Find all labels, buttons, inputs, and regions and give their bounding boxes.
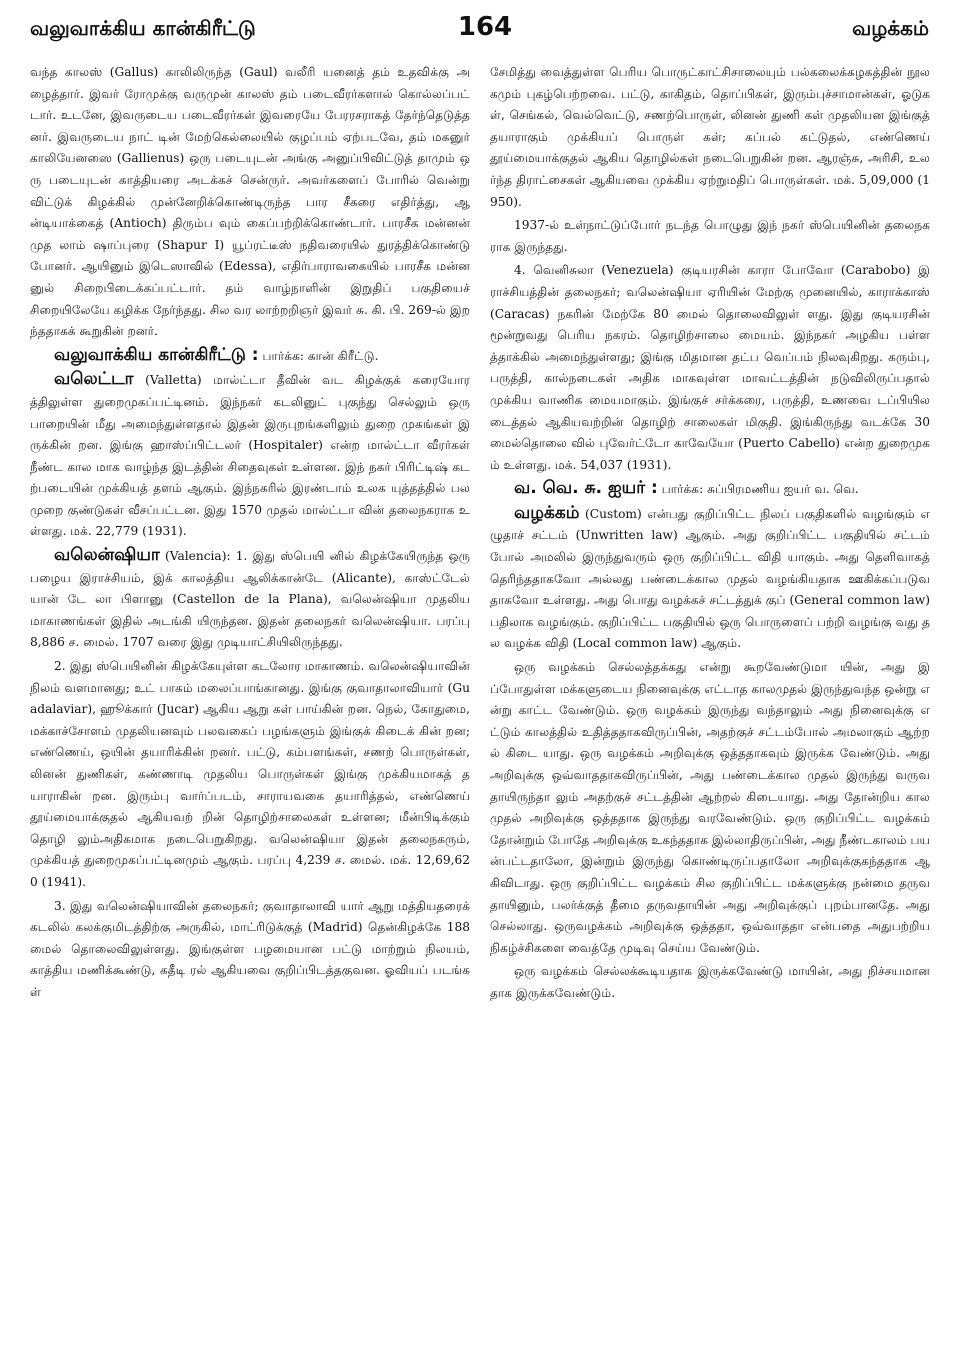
paragraph-civil-war: 1937-ல் உள்நாட்டுப்போர் நடந்த பொழுது இந் நகர் ஸ்பெயினின் தலைநகராக இருந்தது. xyxy=(490,218,930,254)
entry-heading: வலெட்டா xyxy=(54,369,134,390)
entry-valletta: வலெட்டா (Valletta) மால்ட்டா தீவின் வட கிழக்குக் கரையோரத்திலுள்ள துறைமுகப்பட்டினம். இந்நகர் கடலினுட் புகுந்து செல்லும் ஒரு பாறையின் மீது அமைந்துள்ளதால் இதன் இருபுறங்களிலும் துறை முகங்கள் இருக்கின் றன. இங்கு ஹாஸ்ப்பிட்டலர் (Hospitaler) என்ற மால்ட்டா வீரர்கள் நீண்ட கால மாக வாழ்ந்த இடத்தின் சிதைவுகள் உள்ளன. இந் நகர் பிரிட்டிஷ் கடற்படையின் முக்கியத் தளம் ஆகும். இந்நகரில் இரண்டாம் உலக யுத்தத்தில் பலமுறை குண்டுகள் வீசப்பட்டன. இது 1570 முதல் மால்ட்டா வின் தலைநகராக உள்ளது. மக். 22,779 (1931). xyxy=(30,369,470,539)
paragraph-valencia-city: 3. இது வலென்ஷியாவின் தலைநகர்; குவாதாலாவி யார் ஆறு மத்தியதரைக் கடலில் கலக்குமிடத்திற்கு அருகில், மாட்ரிடுக்குத் (Madrid) தென்கிழக்கே 188 மைல் தொலைவிலுள்ளது. இங்குள்ள பழமையான பட்டு மாற்றும் நிலயம், காத்திய மணிக்கூண்டு, கதீடி ரல் ஆகியவை குறிப்பிடத்தகுவன. ஓவியப் படங்கள் xyxy=(30,898,470,999)
paragraph-valencia-province: 2. இது ஸ்பெயினின் கிழக்கேயுள்ள கடலோர மாகாணம். வலென்ஷியாவின் நிலம் வளமானது; உட் பாகம் மலைப்பாங்கானது. இங்கு குவாதாலாவியார் (Guadalaviar), ஹூக்கார் (Jucar) ஆகிய ஆறு கள் பாய்கின் றன. நெல், கோதுமை, மக்காச்சோளம் முதலியனவும் பலவகைப் பழங்களும் இங்குக் கிடைக் கின் றன; எண்ணெய், ஒயின் தயாரிக்கின் றனர். பட்டு, கம்பளங்கள், சணற் பொருள்கள், லினன் துணிகள், கண்ணாடி முதலிய பொருள்கள் இங்கு முக்கியமாகத் தயாராகின் றன. இரும்பு வார்ப்படம், சாராயவகை தயாரித்தல், எண்ணெய் தூய்மையாக்குதல் ஆகியவற் றின் தொழிற்சாலைகள் உள்ளன; மீன்பிடிக்கும் தொழி லும்அதிகமாக நடைபெறுகிறது. வலென்ஷியா இதன் தலைநகரும், முக்கியத் துறைமுகப்பட்டினமும் ஆகும். பரப்பு 4,239 ச. மைல். மக். 12,69,620 (1941). xyxy=(30,659,470,889)
entry-heading: வழக்கம் xyxy=(514,502,580,523)
right-column xyxy=(490,62,930,1352)
entry-reinforced-concrete: வலுவாக்கிய கான்கிரீட்டு : பார்க்க: கான் கிரீட்டு. xyxy=(54,344,379,365)
paragraph-custom-certainty: ஒரு வழக்கம் செல்லக்கூடியதாக இருக்கவேண்டு மாயின், அது நிச்சயமானதாக இருக்கவேண்டும். xyxy=(490,964,930,1000)
entry-valencia: வலென்ஷியா (Valencia): 1. இது ஸ்பெயி னில் கிழக்கேயிருந்த ஒரு பழைய இராச்சியம், இக் காலத்திய ஆலிக்கான்டே (Alicante), காஸ்ட்டேல் யான் டே லா பிளானு (Castellon de la Plana), வலென்ஷியா முதலிய மாகாணங்கள் இதில் அடங்கி யிருந்தன. இதன் தலைநகர் வலென்ஷியா. பரப்பு 8,886 ச. மைல். 1707 வரை இது முடியாட்சியிலிருந்தது. xyxy=(30,545,470,650)
running-head-left: வலுவாக்கிய கான்கிரீட்டு xyxy=(30,16,256,40)
entry-heading: வலென்ஷியா xyxy=(54,545,160,566)
left-column xyxy=(30,62,470,1352)
entry-vvs-iyer: வ. வெ. சு. ஐயர் : பார்க்க: சுப்பிரமணிய ஐயர் வ. வெ. xyxy=(514,478,859,499)
paragraph-gallienus-bio: வந்த காலஸ் (Gallus) காலிலிருந்த (Gaul) வலீரி யனைத் தம் உதவிக்கு அழைத்தார். இவர் ரோமுக்கு வருமுன் காலஸ் தம் படைவீரர்களால் கொல்லப்பட் டார். உடனே, இவருடைய படைவீரர்கள் இவரையே பேரரசராகத் தேர்ந்தெடுத்தனர். இவருடைய நாட் டின் மேற்கெல்லையில் குழப்பம் ஏற்படவே, தம் மகனுர் காலியேனஸை (Gallienus) ஒரு படையுடன் அங்கு அனுப்பிவிட்டுத் தாமும் ஒரு படையுடன் காத்தியரை அடக்கச் சென்ருர். அவர்களைப் போரில் வென்று விட்டுக் கிழக்கில் முன்னேறிக்கொண்டிருந்த பார சீகரை எதிர்த்து, ஆன்டியாக்கைத் (Antioch) திரும்ப வும் கைப்பற்றிக்கொண்டார். பாரசீக மன்னன் முத லாம் ஷாப்புரை (Shapur I) யூப்ரட்டீஸ் நதிவரையில் துரத்திக்கொண்டு போனர். ஆயினும் இடெஸாவில் (Edessa), எதிர்பாராவகையில் பாரசீக மன்னனுல் சிறைபிடைக்கப்பட்டார். தம் வாழ்நாளின் இறுதிப் பகுதியைச் சிறையிலேயே கழிக்க நேர்ந்தது. சில வர லாற்றறிஞர் இவர் சு. கி. பி. 269-ல் இறந்ததாகக் கூறுகின் றனர். xyxy=(30,65,470,339)
entry-heading: வ. வெ. சு. ஐயர் : xyxy=(514,478,658,499)
paragraph-custom-validity: ஒரு வழக்கம் செல்லத்தக்கது என்று கூறவேண்டுமா யின், அது இப்போதுள்ள மக்களுடைய நினைவுக்கு எட்டாத காலமுதல் இருந்துவந்த ஒன்று என்று காட்ட வேண்டும். ஒரு வழக்கம் இருந்து வந்தாலும் அது நினைவுக்கு எட்டும் காலத்தில் உதித்ததாகவிருப்பின், அதற்குச் சட்டம்போல் அமலாகும் ஆற்றல் கிடை யாது. ஒரு வழக்கம் அறிவுக்கு ஒத்ததாகவும் இருக்க வேண்டும். அது அறிவுக்கு ஒவ்வாததாகவிருப்பின், அது பண்டைக்கால முதல் இருந்து வருவதாயிருந்தா லும் அதற்குச் சட்டத்தின் ஆற்றல் கிடையாது. அது தோன்றிய காலமுதல் அறிவுக்கு ஒத்ததாக இருந்து வரவேண்டும். ஒரு குறிப்பிட்ட வழக்கம் தோன்றும் போதே அறிவுக்கு உகந்ததாக இல்லாதிருப்பின், அது நீண்டகாலம் பயன்பட்டதாலோ, இன்றும் இருந்து கொண்டிருப்பதாலோ அறிவுக்குகந்ததாக ஆகிவிடாது. ஒரு குறிப்பிட்ட வழக்கம் சில குறிப்பிட்ட மக்களுக்கு நன்மை தருவதாயினும், பலர்க்குத் தீமை தருவதாயின் அது அறிவுக்குப் புறம்பானதே. அது செல்லாது. ஒருவழக்கம் அறிவுக்கு ஒத்ததா, ஒவ்வாததா என்பதை அதுபற்றிய நிகழ்ச்சிகளை வைத்தே முடிவு செய்ய வேண்டும். xyxy=(490,660,930,955)
paragraph-valencia-city-cont: சேமித்து வைத்துள்ள பெரிய பொருட்காட்சிசாலையும் பல்கலைக்கழகத்தின் நூலகமும் புகழ்பெற்றவை. பட்டு, காகிதம், தொப்பிகள், இரும்புச்சாமான்கள், ஓடுகள், செங்கல், வெல்வெட்டு, சணற்பொருள், லினன் துணி கள் முதலியன இங்குத் தயாராகும் முக்கியப் பொருள் கள்; கப்பல் கட்டுதல், எண்ணெய் தூய்மையாக்குதல் ஆகிய தொழில்கள் நடைபெறுகின் றன. ஆரஞ்சு, அரிசி, உலர்ந்த திராட்சைகள் ஆகியவை முக்கிய ஏற்றுமதிப் பொருள்கள். மக். 5,09,000 (1950). xyxy=(490,65,930,209)
paragraph-valencia-venezuela: 4. வெனிசுலா (Venezuela) குடியரசின் காரா போவோ (Carabobo) இராச்சியத்தின் தலைநகர்; வலென்ஷியா ஏரியின் மேற்கு முனையில், காராக்காஸ் (Caracas) நகரின் மேற்கே 80 மைல் தொலைவிலுள் ளது. இது குடியரசின் மூன்றுவது பெரிய நகரம். தொழிற்சாலை மையம். இந்நகர் அழகிய பள்ளத்தாக்கில் அமைந்துள்ளது; இங்கு மிதமான தட்ப வெப்பம் நிலவுகிறது. கரும்பு, பருத்தி, கால்நடைகள் அதிக மாகவுள்ள மாவட்டத்தின் நடுவிலிருப்பதால் முக்கிய வாணிக மையமாகும். இங்குச் சர்க்கரை, பருத்தி, உணவை டப்பியிலடைத்தல் ஆகியவற்றின் தொழிற் சாலைகள் மிகுதி. இங்கிருந்து வடக்கே 30 மைல்தொலை வில் புவேர்ட்டோ காவேயோ (Puerto Cabello) என்ற துறைமுகம் உள்ளது. மக். 54,037 (1931). xyxy=(490,263,930,472)
page-number: 164 xyxy=(457,12,513,42)
running-head-right: வழக்கம் xyxy=(852,16,929,40)
entry-custom: வழக்கம் (Custom) என்பது குறிப்பிட்ட நிலப் பகுதிகளில் வழங்கும் எழுதாச் சட்டம் (Unwritten law) ஆகும். அது குறிப்பிட்ட பகுதியில் சட்டம் போல் அமலில் இருந்துவரும் ஒரு குறிப்பிட்ட விதி யாகும். அது தெளிவாகத் தெரிந்ததாகவோ அல்லது பண்டைக்கால முதல் வழங்கியதாக ஊகிக்கப்படுவ தாகவோ உள்ளது. அது பொது வழக்கச் சட்டத்துக் குப் (General common law) பதிலாக வழங்கும். குறிப்பிட்ட பகுதியில் ஒரு பொருளைப் பற்றி வழங்கு வது தல வழக்க விதி (Local common law) ஆகும். xyxy=(490,502,930,651)
entry-heading: வலுவாக்கிய கான்கிரீட்டு : xyxy=(54,344,259,365)
